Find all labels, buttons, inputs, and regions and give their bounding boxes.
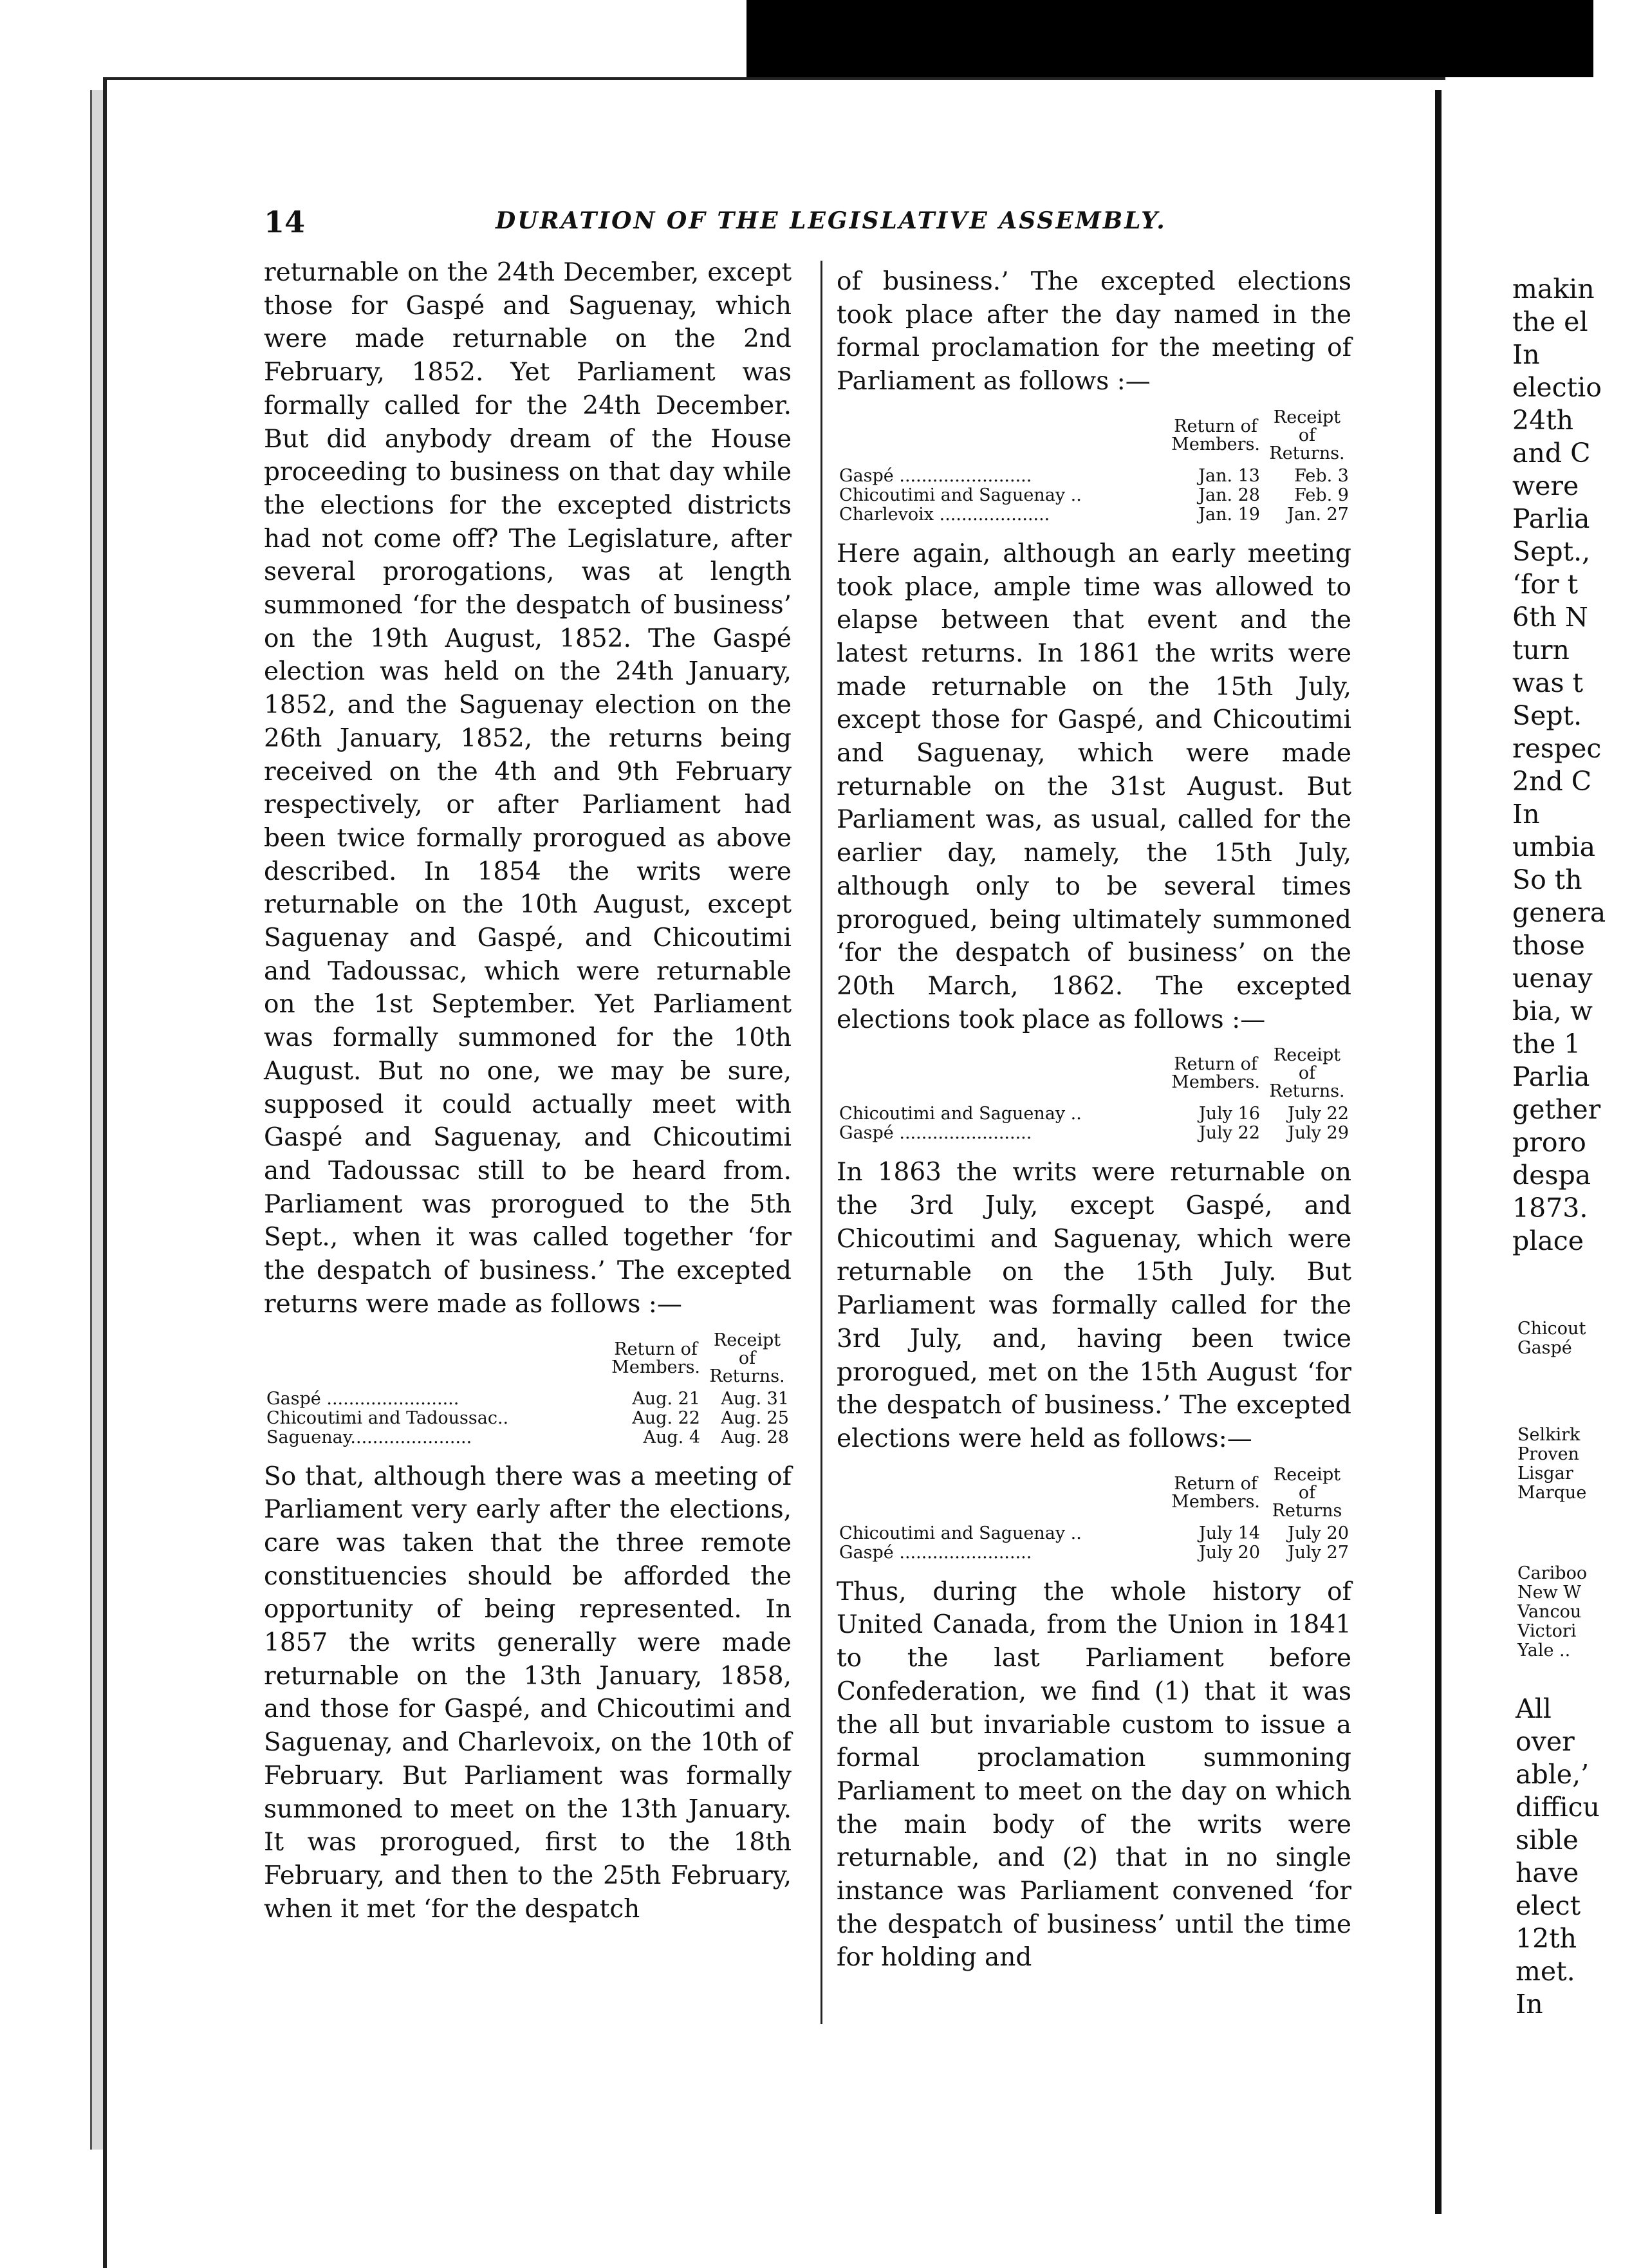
text-line: and C (1512, 438, 1591, 469)
cropped-table-b (1517, 1426, 1586, 1503)
paragraph: returnable on the 24th December, except those for Gaspé and Saguenay, which were made returnable on the 2nd February, 1852. Yet Parliament was formally called for the 24th December. But did anybody dream of the House proceeding to business on that day while the elections for the excepted districts had not come off? The Legislature, after several prorogations, was at length summoned ‘for the despatch of business’ on the 19th August, 1852. The Gaspé election was held on the 24th January, 1852, and the Saguenay election on the 26th January, 1852, the returns being received on the 4th and 9th February respectively, or after Parliament had been twice formally prorogued as above described. In 1854 the writs were returnable on the 10th August, except Saguenay and Gaspé, and Chicoutimi and Tadoussac, which were returnable on the 1st September. Yet Parliament was formally summoned for the 10th August. But no one, we may be sure, supposed it could actually meet with Gaspé and Saguenay, and Chicoutimi and Tadoussac still to be heard from. Parliament was prorogued to the 5th Sept., when it was called together ‘for the despatch of business.’ The excepted returns were made as follows :— (264, 258, 792, 1319)
text-line: 24th (1512, 405, 1574, 436)
table-cell-place: Chicoutimi and Saguenay .. (839, 485, 1082, 505)
table-cell-place: Victori (1517, 1621, 1577, 1641)
table-cell-place: Chicoutimi and Saguenay .. (839, 1104, 1082, 1124)
table-cell: Aug. 22 (632, 1408, 700, 1428)
table-cell-place: Marque (1517, 1483, 1587, 1503)
table-cell-place: Gaspé ........................ (266, 1388, 459, 1409)
column-header: Receipt of Returns. (1269, 1045, 1345, 1102)
text-line: Sept. (1512, 700, 1582, 731)
table-cell-place: Yale .. (1517, 1641, 1571, 1660)
text-line: were (1512, 470, 1579, 501)
table-cell-place: Vancou (1517, 1602, 1582, 1622)
text-line: genera (1512, 897, 1606, 928)
table-row (264, 1390, 792, 1409)
text-line: sible (1516, 1825, 1579, 1855)
table-cell: Aug. 31 (721, 1388, 789, 1409)
paragraph: In 1863 the writs were returnable on the 3rd July, except Gaspé, and Chicoutimi and Saguenay, which were returnable on the 15th July. But Parliament was formally called for the 3rd July, and, having been twice prorogued, met on the 15th August ‘for the despatch of business.’ The excepted elections were held as follows:— (837, 1158, 1351, 1453)
table-cell: July 22 (1198, 1123, 1260, 1144)
table-cell: Feb. 9 (1294, 485, 1349, 505)
table-cell: July 22 (1287, 1104, 1349, 1124)
text-line: respec (1512, 733, 1602, 764)
column-header: Receipt of Returns. (1269, 407, 1345, 463)
table-cell-place: New W (1517, 1583, 1582, 1603)
returns-table-1854 (264, 1332, 792, 1447)
text-line: In (1512, 799, 1540, 830)
table-header-row (837, 409, 1351, 467)
table-cell-place: Chicoutimi and Saguenay .. (839, 1523, 1082, 1543)
column-rule (820, 261, 822, 2024)
text-line: able,’ (1516, 1759, 1590, 1790)
table-header-row (837, 1046, 1351, 1104)
table-cell: July 20 (1287, 1523, 1349, 1543)
column-3-cropped (1512, 273, 1641, 1258)
text-line: proro (1512, 1127, 1586, 1158)
text-line: Parlia (1512, 1061, 1590, 1092)
cropped-table-c (1517, 1564, 1587, 1660)
text-line: difficu (1516, 1792, 1600, 1823)
paragraph: Here again, although an early meeting took place, ample time was allowed to elapse between that event and the latest returns. In 1861 the writs were made returnable on the 15th July, except those for Gaspé, and Chicoutimi and Saguenay, which were made returnable on the 31st August. But Parliament was, as usual, called for the earlier day, namely, the 15th July, although only to be several times prorogued, being ultimately summoned ‘for the despatch of business’ on the 20th March, 1862. The excepted elections took place as follows :— (837, 539, 1351, 1034)
returns-table-1863 (837, 1466, 1351, 1563)
table-cell-place: Proven (1517, 1444, 1579, 1464)
table-row (837, 1104, 1351, 1124)
column-header: Receipt of Returns. (709, 1330, 785, 1386)
paragraph: So that, although there was a meeting of Parliament very early after the elections, care was taken that the three remote constituencies should be afforded the opportunity of being represented. In 1857 the writs generally were made returnable on the 13th January, 1858, and those for Gaspé, and Chicoutimi and Saguenay, and Charlevoix, on the 10th of February. But Parliament was formally summoned to meet on the 13th January. It was prorogued, first to the 18th February, and then to the 25th February, when it met ‘for the despatch (264, 1462, 792, 1924)
table-cell: Jan. 13 (1198, 465, 1260, 486)
text-line: elect (1516, 1890, 1581, 1921)
text-line: bia, w (1512, 996, 1593, 1027)
scan-background-top (746, 0, 1593, 77)
table-cell-place: Chicoutimi and Tadoussac.. (266, 1408, 509, 1428)
column-header: Return of Members. (1171, 1473, 1261, 1512)
text-line: ‘for t (1512, 569, 1578, 600)
table-cell: July 20 (1198, 1542, 1260, 1563)
text-line: those (1512, 930, 1585, 961)
table-row (837, 486, 1351, 505)
table-cell-place: Selkirk (1517, 1425, 1581, 1445)
text-line: 2nd C (1512, 766, 1592, 797)
text-line: uenay (1512, 963, 1593, 994)
text-line: turn (1512, 635, 1570, 665)
column-1 (264, 256, 792, 1926)
text-line: Parlia (1512, 503, 1590, 534)
table-cell: Jan. 19 (1198, 504, 1260, 525)
table-cell-place: Cariboo (1517, 1563, 1588, 1583)
text-line: the 1 (1512, 1028, 1581, 1059)
table-row (264, 1409, 792, 1428)
table-header-row (837, 1466, 1351, 1524)
table-cell: Jan. 27 (1287, 504, 1349, 525)
table-row (837, 1124, 1351, 1143)
table-cell: Jan. 28 (1198, 485, 1260, 505)
table-cell: Aug. 21 (632, 1388, 700, 1409)
text-line: 6th N (1512, 602, 1588, 633)
text-line: gether (1512, 1094, 1601, 1125)
table-cell-place: Chicout (1517, 1319, 1586, 1339)
text-line: the el (1512, 306, 1588, 337)
text-line: electio (1512, 372, 1602, 403)
table-cell-place: Lisgar (1517, 1464, 1573, 1483)
paragraph: of business.’ The excepted elections took place after the day named in the formal proclamation for the meeting of Parliament as follows :— (837, 267, 1351, 396)
table-cell: July 27 (1287, 1542, 1349, 1563)
table-cell-place: Gaspé ........................ (839, 465, 1032, 486)
table-cell-place: Gaspé ........................ (839, 1123, 1032, 1144)
table-row (837, 467, 1351, 486)
table-cell-place: Gaspé ........................ (839, 1542, 1032, 1563)
text-line: makin (1512, 274, 1595, 304)
text-line: In (1516, 1989, 1543, 2020)
table-cell: Aug. 25 (721, 1408, 789, 1428)
text-line: have (1516, 1857, 1579, 1888)
cropped-table-a (1517, 1319, 1586, 1358)
text-line: was t (1512, 667, 1584, 698)
text-line: umbia (1512, 832, 1596, 862)
text-line: over (1516, 1726, 1575, 1757)
returns-table-1861 (837, 1046, 1351, 1143)
table-cell: July 16 (1198, 1104, 1260, 1124)
paragraph: Thus, during the whole history of United Canada, from the Union in 1841 to the last Parliament before Confederation, we find (1) that it was the all but invariable custom to issue a formal proclamation summoning Parliament to meet on the day on which the main body of the writs were returnable, and (2) that in no single instance was Parliament convened ‘for the despatch of business’ until the time for holding and (837, 1577, 1351, 1973)
text-line: met. (1516, 1956, 1575, 1987)
table-cell: Feb. 3 (1294, 465, 1349, 486)
column-3-cropped-lower (1516, 1693, 1600, 2021)
table-row (264, 1428, 792, 1447)
text-line: So th (1512, 864, 1582, 895)
text-line: All (1516, 1693, 1552, 1724)
table-cell: July 14 (1198, 1523, 1260, 1543)
column-header: Return of Members. (1171, 1054, 1261, 1093)
table-cell: Aug. 28 (721, 1427, 789, 1447)
column-header: Return of Members. (611, 1339, 701, 1377)
text-line: place (1512, 1225, 1584, 1256)
text-line: despa (1512, 1160, 1591, 1191)
text-line: 12th (1516, 1923, 1577, 1954)
table-cell-place: Charlevoix .................... (839, 504, 1050, 525)
table-cell-place: Saguenay...................... (266, 1427, 472, 1447)
table-cell: Aug. 4 (643, 1427, 700, 1447)
running-head: DURATION OF THE LEGISLATIVE ASSEMBLY. (496, 207, 1167, 234)
column-header: Return of Members. (1171, 416, 1261, 454)
page-number: 14 (264, 205, 306, 239)
table-row (837, 1543, 1351, 1563)
table-cell: July 29 (1287, 1123, 1349, 1144)
table-cell-place: Gaspé (1517, 1338, 1572, 1358)
column-header: Receipt of Returns (1272, 1464, 1342, 1521)
text-line: 1873. (1512, 1193, 1588, 1223)
text-line: In (1512, 339, 1540, 370)
column-2 (837, 265, 1351, 1975)
text-line: Sept., (1512, 536, 1591, 567)
table-header-row (264, 1332, 792, 1390)
table-row (837, 505, 1351, 525)
returns-table-1857 (837, 409, 1351, 525)
table-row (837, 1524, 1351, 1543)
